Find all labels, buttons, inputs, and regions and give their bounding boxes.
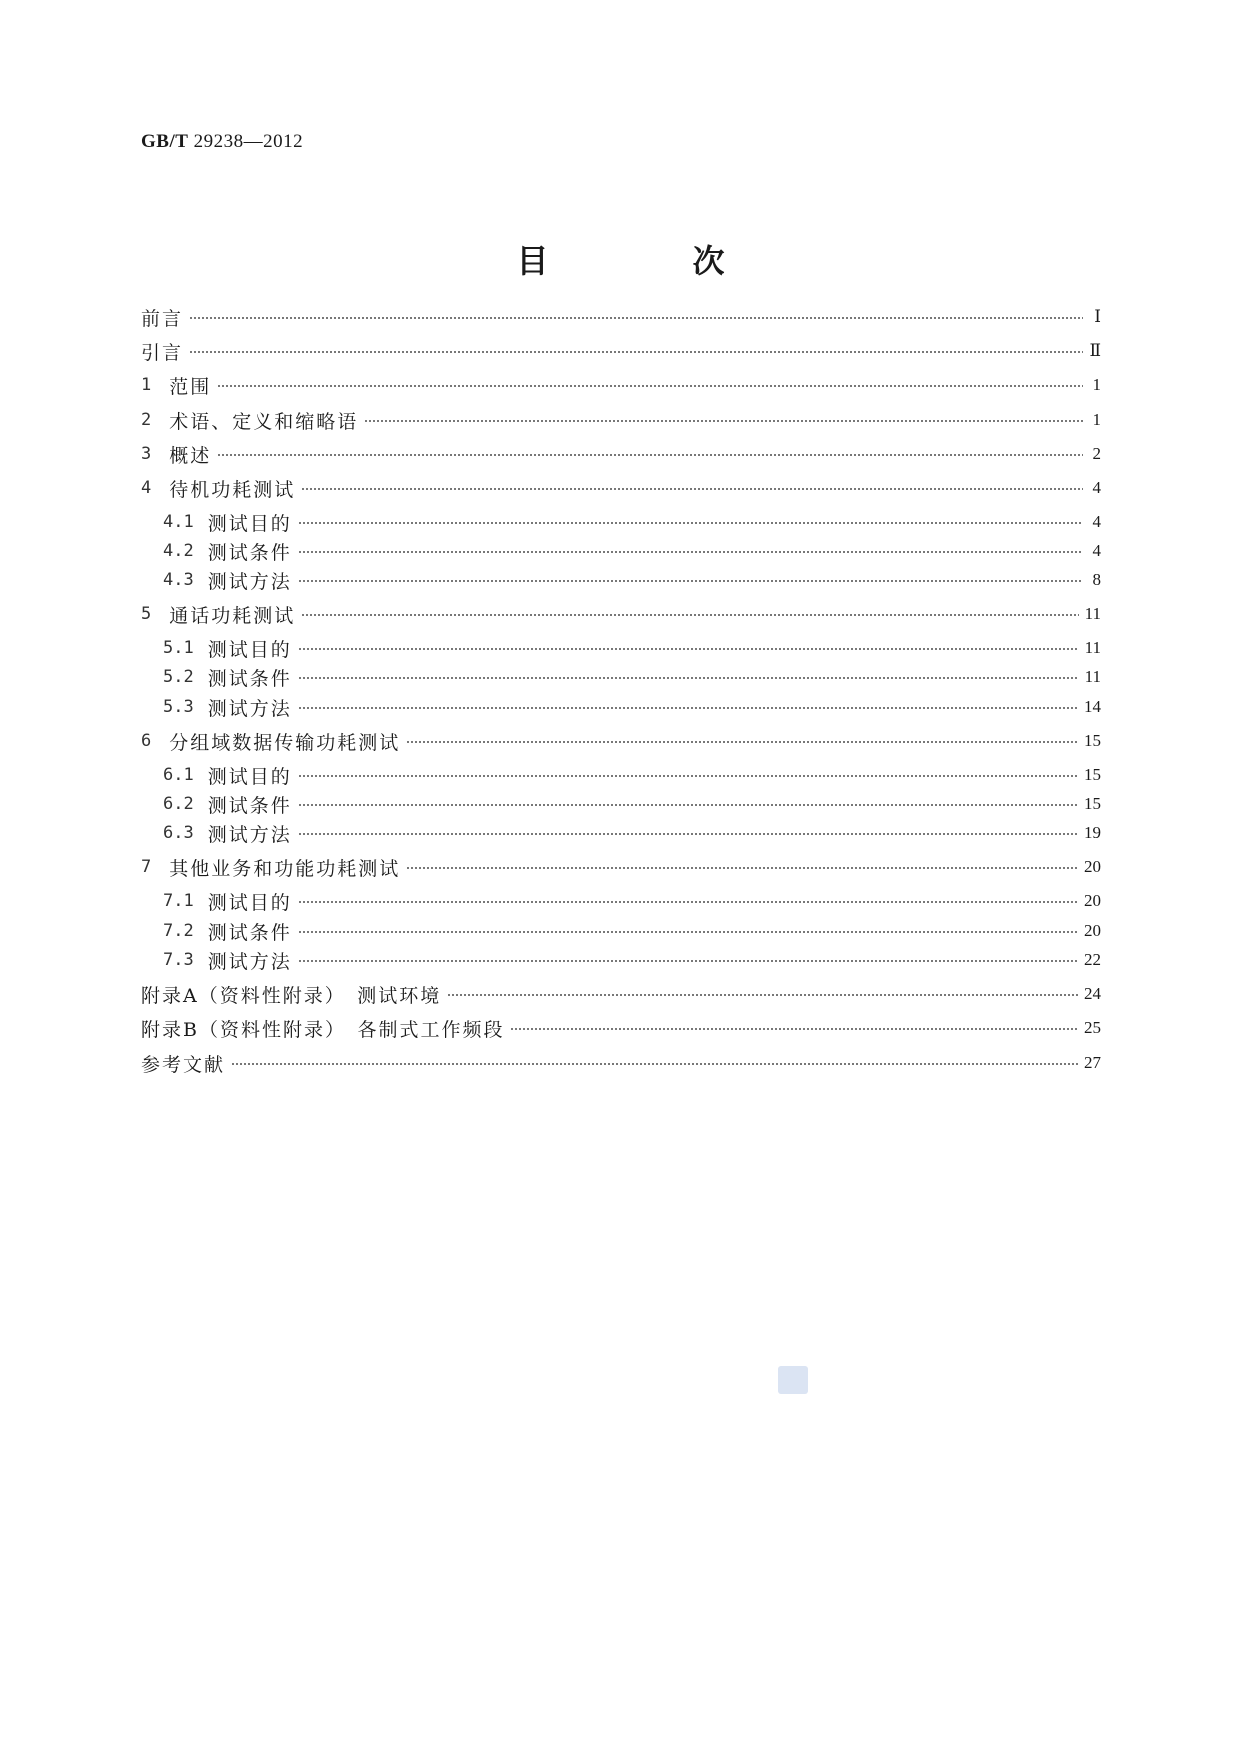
toc-entry[interactable] [141, 336, 1101, 366]
toc-entry-page: 19 [1084, 823, 1101, 842]
toc-entry-number: 5.3 [163, 697, 194, 717]
toc-entry[interactable] [163, 945, 1101, 975]
toc-dot-leader [217, 370, 1083, 400]
toc-entry[interactable] [141, 473, 1101, 503]
toc-entry-page: 24 [1084, 984, 1101, 1003]
toc-entry-title: 附录A（资料性附录） 测试环境 [141, 984, 442, 1007]
toc-dot-leader [298, 818, 1078, 848]
toc-entry[interactable] [163, 692, 1101, 722]
toc-entry-page: 15 [1084, 765, 1101, 784]
toc-entry-title: 范围 [169, 375, 212, 398]
toc-dot-leader [301, 473, 1083, 503]
toc-entry-number: 4.3 [163, 570, 194, 590]
toc-entry-number: 7.3 [163, 950, 194, 970]
toc-entry-page: 1 [1092, 410, 1101, 429]
toc-entry[interactable] [141, 370, 1101, 400]
toc-dot-leader [217, 439, 1083, 469]
toc-entry-title: 术语、定义和缩略语 [169, 410, 359, 433]
toc-entry-number: 5.1 [163, 638, 194, 658]
toc-entry-title: 附录B（资料性附录） 各制式工作频段 [141, 1018, 505, 1041]
toc-dot-leader [447, 979, 1078, 1009]
toc-entry-page: 15 [1084, 731, 1101, 750]
toc-entry-title: 测试方法 [207, 697, 292, 720]
toc-entry-page: 14 [1084, 697, 1101, 716]
toc-entry-title: 测试方法 [207, 823, 292, 846]
toc-entry-number: 6.2 [163, 794, 194, 814]
toc-entry-title: 测试目的 [207, 891, 292, 914]
toc-entry-title: 概述 [169, 444, 212, 467]
toc-entry-page: 4 [1092, 478, 1101, 497]
toc-entry-title: 引言 [141, 341, 184, 364]
toc-entry-page: 4 [1092, 541, 1101, 560]
toc-entry-page: 15 [1084, 794, 1101, 813]
toc-entry[interactable] [141, 302, 1101, 332]
toc-entry-page: 1 [1092, 375, 1101, 394]
toc-entry[interactable] [163, 507, 1101, 537]
toc-dot-leader [364, 405, 1083, 435]
toc-entry-page: 2 [1092, 444, 1101, 463]
toc-entry[interactable] [163, 536, 1101, 566]
toc-dot-leader [231, 1048, 1078, 1078]
toc-entry-number: 2 [141, 410, 152, 430]
toc-dot-leader [298, 507, 1083, 537]
toc-entry-title: 测试目的 [207, 638, 292, 661]
toc-dot-leader [189, 336, 1083, 366]
toc-entry-number: 6.3 [163, 823, 194, 843]
standard-number: 29238—2012 [193, 131, 304, 152]
toc-entry[interactable] [163, 662, 1101, 692]
toc-entry-number: 3 [141, 444, 152, 464]
toc-dot-leader [298, 916, 1078, 946]
toc-entry-number: 1 [141, 375, 152, 395]
toc-entry-page: Ⅱ [1089, 341, 1101, 360]
toc-entry[interactable] [163, 818, 1101, 848]
toc-entry-page: 11 [1084, 667, 1101, 686]
toc-entry-title: 测试条件 [207, 667, 292, 690]
toc-dot-leader [298, 789, 1078, 819]
sac-watermark-logo [778, 1366, 808, 1394]
toc-entry[interactable] [163, 886, 1101, 916]
toc-entry-number: 7.2 [163, 921, 194, 941]
toc-entry-title: 测试条件 [207, 541, 292, 564]
toc-dot-leader [406, 852, 1078, 882]
toc-entry-page: 22 [1084, 950, 1101, 969]
toc-dot-leader [406, 726, 1078, 756]
toc-dot-leader [298, 536, 1083, 566]
toc-entry-number: 5.2 [163, 667, 194, 687]
toc-dot-leader [298, 760, 1078, 790]
toc-entry[interactable] [163, 789, 1101, 819]
toc-entry-page: 20 [1084, 921, 1101, 940]
toc-entry-number: 4.2 [163, 541, 194, 561]
toc-dot-leader [189, 302, 1083, 332]
toc-entry[interactable] [163, 760, 1101, 790]
toc-entry-title: 参考文献 [141, 1053, 226, 1076]
toc-dot-leader [510, 1013, 1078, 1043]
toc-entry-page: 25 [1084, 1018, 1101, 1037]
toc-entry[interactable] [141, 599, 1101, 629]
toc-entry-title: 测试方法 [207, 950, 292, 973]
toc-entry-page: 20 [1084, 857, 1101, 876]
toc-entry-title: 测试条件 [207, 794, 292, 817]
toc-entry-number: 4.1 [163, 512, 194, 532]
page-title: 目 次 [516, 242, 781, 280]
toc-entry-title: 其他业务和功能功耗测试 [169, 857, 401, 880]
toc-entry[interactable] [141, 1048, 1101, 1078]
toc-entry-title: 测试条件 [207, 921, 292, 944]
toc-entry-number: 4 [141, 478, 152, 498]
toc-entry-number: 7 [141, 857, 152, 877]
toc-entry-page: 11 [1084, 638, 1101, 657]
toc-entry-title: 前言 [141, 307, 184, 330]
toc-dot-leader [298, 692, 1078, 722]
toc-entry[interactable] [141, 405, 1101, 435]
toc-entry-page: 20 [1084, 891, 1101, 910]
toc-entry[interactable] [163, 633, 1101, 663]
toc-dot-leader [298, 662, 1079, 692]
toc-dot-leader [298, 945, 1078, 975]
toc-entry[interactable] [163, 565, 1101, 595]
toc-entry[interactable] [141, 439, 1101, 469]
toc-entry[interactable] [141, 979, 1101, 1009]
toc-entry[interactable] [163, 916, 1101, 946]
toc-entry-title: 测试目的 [207, 512, 292, 535]
toc-entry-page: 27 [1084, 1053, 1101, 1072]
toc-entry-title: 通话功耗测试 [169, 604, 296, 627]
table-of-contents [141, 0, 1101, 1754]
toc-entry-page: 4 [1092, 512, 1101, 531]
toc-entry-number: 6 [141, 731, 152, 751]
toc-entry-number: 6.1 [163, 765, 194, 785]
toc-dot-leader [301, 599, 1078, 629]
toc-entry[interactable] [141, 852, 1101, 882]
toc-entry[interactable] [141, 1013, 1101, 1043]
toc-entry-title: 分组域数据传输功耗测试 [169, 731, 401, 754]
toc-dot-leader [298, 633, 1079, 663]
toc-entry-page: 11 [1084, 604, 1101, 623]
toc-entry[interactable] [141, 726, 1101, 756]
toc-dot-leader [298, 886, 1078, 916]
toc-entry-title: 测试方法 [207, 570, 292, 593]
toc-entry-title: 测试目的 [207, 765, 292, 788]
toc-entry-number: 7.1 [163, 891, 194, 911]
toc-entry-number: 5 [141, 604, 152, 624]
toc-entry-page: 8 [1092, 570, 1101, 589]
standard-prefix: GB/T [141, 131, 189, 152]
toc-entry-page: Ⅰ [1094, 307, 1101, 326]
toc-entry-title: 待机功耗测试 [169, 478, 296, 501]
toc-dot-leader [298, 565, 1083, 595]
